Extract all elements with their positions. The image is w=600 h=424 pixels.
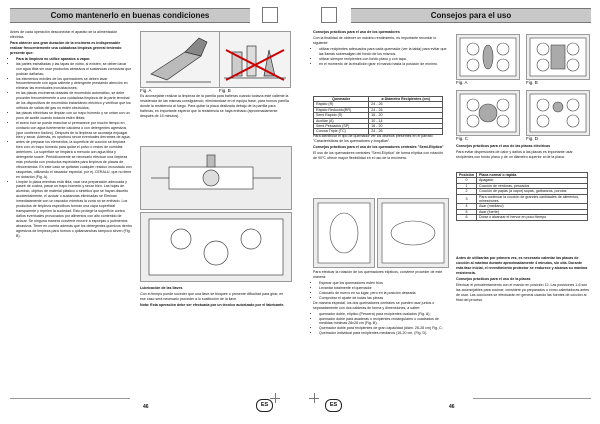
burner-diameter: 24 - 26	[369, 129, 443, 134]
position-number: 4	[457, 204, 477, 209]
care-item: • las partes esmaltadas y las tapas de vidrio, si existen, se deben lavar con agua tibia sin usar productos abrasivos ni sustancias corrosivas que podrían dañarlas;	[16, 62, 132, 77]
semi-section	[313, 134, 447, 162]
table-row	[457, 194, 588, 204]
hob-top-figure	[140, 212, 292, 282]
care-item: • el acero inox se puede manchar si permanece por mucho tiempo en contacto con agua fuertemente calcárea o con detergentes agresivos (que contienen fósforo). Después de la limpieza se aconseja enjuagar bien y secar. Además, es oportuno secar eventuales derrames de agua.	[16, 121, 132, 141]
fig-a-label: Fig. A	[456, 80, 468, 85]
burner-name: Semi Rápido (S)	[314, 113, 369, 118]
grill-note	[140, 94, 290, 120]
care-list	[10, 57, 132, 239]
burner-diagram-2	[377, 198, 449, 268]
position-number: 0	[457, 178, 477, 183]
gas-tip: • utilizar siempre recipientes con fondo plano y con tapa.	[319, 57, 447, 62]
registration-mark	[270, 393, 280, 403]
lubrication-note: Nota: Esta operación debe ser efectuada por un técnico autorizado por el fabricante.	[140, 303, 285, 308]
position-use: Asar (fuerte)	[476, 209, 587, 214]
fig-a-caption: Fig. A	[140, 88, 152, 93]
burner-name: Semi-Pescados (SP)	[314, 124, 369, 129]
hob-figure-c	[456, 90, 520, 136]
burner-diameter: 10 - 14	[369, 118, 443, 123]
burner-diameter: 24 - 26	[369, 107, 443, 112]
position-number: 6	[457, 215, 477, 220]
care-item: • las placas eléctricas se limpian con un trapo húmedo y se untan con un poco de aceite cuando todavía estén tibias;	[16, 111, 132, 121]
right-page-title: Consejos para el uso	[351, 8, 591, 23]
elliptic-section	[313, 270, 447, 336]
right-page-number: 46	[449, 404, 455, 410]
elliptic-options	[313, 312, 447, 337]
hob-d-drawing	[527, 91, 589, 135]
header-position: Posición	[457, 173, 477, 178]
position-number: 5	[457, 209, 477, 214]
hob-b-drawing	[527, 35, 589, 79]
care-item: • en las placas encimeras dotadas de encendido automático, se debe proceder frecuentemente a una cuidadosa limpieza de la parte terminal de los dispositivos de encendido instantáneo eléctrico y verificar que los orificios de salida del gas no estén obstruidos;	[16, 91, 132, 111]
burner-name: Corona Triple (TC)	[314, 129, 369, 134]
electric-section	[456, 144, 590, 161]
elliptic-step: • Comprobar el ajuste de todas las piezas	[319, 296, 447, 301]
plate2-text: Efectuar el precalentamiento con el mando en posición 12. Las posiciones 1-6 son las aconsejables para cocinar; considere ya preparados o como calentadoras antes de usar. Las cocciones se efectuarán en general usando las fuentes de cocción al final del proceso.	[456, 282, 590, 302]
fig-b-caption: Fig. B	[219, 88, 231, 93]
elliptic-option: • quemador doble para asaderas o recipientes rectangulares o cuadrados de medidas mínimas 28x28 cm (Fig. B);	[319, 317, 447, 327]
elliptic-steps	[313, 281, 447, 301]
burner-2-drawing	[378, 199, 448, 267]
identify-text: Para identificar el tipo de quemador ver los diseños presentes en el párrafo "Características de los quemadores y boquillas".	[313, 134, 433, 143]
electric-text: Para evitar dispersiones de calor y daños a las placas es importante usar recipientes con fondo plano y de un diámetro superior al de la placa.	[456, 150, 573, 159]
intro-para: Antes de cada operación desconectar el aparato de la alimentación eléctrica.	[10, 30, 118, 39]
gas-tip: • utilizar recipientes adecuados para cada quemador (ver la tabla) para evitar que las llamas sobresalgan del fondo de los mismos.	[319, 47, 447, 57]
care-item: • Para la limpieza no utilice aparatos a vapor.	[16, 57, 132, 62]
gas-tip: • en el momento de la ebullición girar el mando hasta la posición de mínimo.	[319, 62, 447, 67]
position-number: 2	[457, 189, 477, 194]
gas-section	[313, 30, 447, 67]
tap-drawing	[141, 147, 291, 209]
position-use: Apagado	[476, 178, 587, 183]
position-use: Cocción de papas (a vapor) sopas, garbanzos, porotos	[476, 189, 587, 194]
right-language-badge: ES	[325, 399, 342, 412]
hob-drawing	[141, 213, 291, 281]
plate-first-use-note: Antes de utilizarlas por primera vez, es necesario calentar las placas de cocción al máximo durante aproximadamente 4 minutos, sin olla. Durante esta fase inicial, el revestimiento protector se endurece y alcanza su máxima resistencia.	[456, 256, 588, 275]
position-use: Dorar o alcanzar el hervor en poco tiempo	[476, 215, 587, 220]
burner-diameter: 16 - 20	[369, 124, 443, 129]
right-footer-rule	[473, 398, 591, 399]
left-page-number: 46	[143, 404, 149, 410]
gas-intro: Con la finalidad de obtener un máximo rendimiento, es importante recordar lo siguiente:	[313, 36, 437, 45]
care-item: • los elementos móviles de los quemadores se deben lavar frecuentemente con agua caliente y detergente prestando atención en eliminar las eventuales incrustaciones;	[16, 77, 132, 92]
cleaners-illustration	[220, 32, 290, 87]
burner-diameter: 24 - 26	[369, 102, 443, 107]
intro-bold-para: Para obtener una gran duración de la encimera es indispensable realizar frecuentemente una cuidadosa limpieza general teniendo presente que:	[10, 41, 122, 55]
right-page	[303, 0, 600, 424]
elliptic-step: • Esperar que los quemadores estén fríos	[319, 281, 447, 286]
lubrication-text: Con el tiempo puede suceder que una llave se bloquee o presente dificultad para girar, en ese caso será necesario proceder a lo sustitución de la llave.	[140, 292, 284, 301]
burner-name: Auxiliar (A)	[314, 118, 369, 123]
header-plate: Placa normal o rápida	[476, 173, 587, 178]
care-item: • antes de preparar los elementos, la superficie de cocción se limpiará bien con un trapo húmedo para quitar el polvo o restos de comidas anteriores. La superficie se limpiará a menudo con agua tibia y detergente suave. Periódicamente se necesario efectuar una limpieza más profunda con productos especiales para limpieza de placas de vitrocerámica. En este caso se quitarán cualquier residuo incrustado con rasquetas, utilizando el rascador especial, por ej. CERALU, que no tiene en dotación (Fig. A).	[16, 140, 132, 179]
elliptic-step: • Colocarlo de nuevo en su lugar, pero en la posición deseada	[319, 291, 447, 296]
burner-name: Rápido Reducido(RR)	[314, 107, 369, 112]
plate-position-table	[456, 172, 588, 221]
gas-title: Consejos prácticos para el uso de los quemadores	[313, 30, 400, 34]
hob-a-drawing	[457, 35, 519, 79]
grill-note-text: Es aconsejable realizar la limpieza de la parrilla para bañeras cuando todavía esté caliente la resistencia de las mismas consiguiendo, eliminándose en el equipo base, para hornos parrilla donde la resistencia al fuego. Para quitar la placa deslizada debajo de la parrilla para bañeras, es importante esperar que la resistencia se haya enfriado (aproximadamente después de 15 minutos).	[140, 94, 289, 118]
hob-figure-d	[526, 90, 590, 136]
burner-diagram-1	[313, 198, 375, 268]
plate2-title: Consejos prácticos para el uso de la placas	[456, 276, 531, 281]
burner-1-drawing	[314, 199, 374, 267]
hob-figure-b	[526, 34, 590, 80]
left-header-box	[262, 7, 278, 23]
plate-notes	[456, 256, 590, 304]
elliptic-intro: Para efectuar la rotación de los quemadores elípticos, conviene proceder de este manera:	[313, 270, 443, 279]
elliptic-option: • Quemador individual para recipientes medianos (16-20 cm, (Fig. D).	[319, 331, 447, 336]
burner-diameter: 16 - 20	[369, 113, 443, 118]
lubrication-section	[140, 286, 290, 309]
position-use: Para continuar la cocción de grandes cantidades de alimentos, minestrones	[476, 194, 587, 204]
right-header-box	[321, 7, 337, 23]
position-use: Asar (mediano)	[476, 204, 587, 209]
elliptic-option: • quemador doble, elíptico (Pescera) para recipientes ovalados (Fig. A);	[319, 312, 447, 317]
fig-d-label: Fig. D	[526, 136, 539, 141]
registration-mark	[309, 393, 319, 403]
tap-lubrication-figure	[140, 146, 292, 210]
lubrication-title: Lubricación de las llaves	[140, 286, 183, 290]
semi-text: El uso de los quemadores centrales "Semi-Elíptica" de forma elíptica con rotación de 90°C ofrece mayor flexibilidad en el uso de la encimera.	[313, 151, 443, 160]
elliptic-step: • Levantar totalmente el quemador	[319, 286, 447, 291]
header-burner: Quemador	[314, 97, 369, 102]
table-row	[457, 215, 588, 220]
hob-figure-a	[456, 34, 520, 80]
position-number: 1	[457, 183, 477, 188]
hob-c-drawing	[457, 91, 519, 135]
elliptic-option: • Quemador doble para recipientes de gran capacidad (diám. 26-28 cm) Fig. C;	[319, 326, 447, 331]
cleaners-figure-b	[219, 31, 291, 88]
semi-title: Consejos prácticos para el uso de los quemadores centrales "Semi-Elíptica"	[313, 145, 444, 149]
left-footer-rule	[10, 398, 130, 399]
burner-name: Rápido (R)	[314, 102, 369, 107]
left-language-badge: ES	[256, 399, 273, 412]
elliptic-more: De manera especial, los dos quemadores centrales se pueden usar juntos o separadamente con dos calderas de forma y dimensiones, a saber:	[313, 300, 435, 310]
left-page	[0, 0, 297, 424]
scraper-figure-a	[140, 31, 220, 88]
position-use: Cocción de verduras, pescados	[476, 183, 587, 188]
left-page-title: Como mantenerlo en buenas condiciones	[10, 8, 250, 23]
header-diameter: ø Diámetro Recipientes (cm)	[369, 97, 443, 102]
fig-c-label: Fig. C	[456, 136, 469, 141]
position-number: 3	[457, 194, 477, 204]
burner-size-table	[313, 96, 443, 135]
gas-tips-list	[313, 47, 447, 67]
fig-b-label: Fig. B	[526, 80, 538, 85]
care-item: • Limpiar lo placa mientras está tibia, usar una preparación adecuada y paseé de cocina, pasar un trapo húmedo y secar bien. Las hojas de aluminio, objetos de material plástico o sintético que se hayan disuelto accidentalmente, el azúcar o sustancias elimínadas se Elminan inmediatamente con un rascador mientras la zona no se enfriado. Los productos de limpieza específicos forman una capa superficial transparente y repelen la suciedad. Esto protege la superficie contra daños eventuales provocados por alimentos con alto contenido de azúcar. Se ninguna manera conviene recurrir a esponjas o pulimentos abrasivos. Tener en cuenta además que los detergentes químicos dentro agresivos de limpieza para hornos o quitamanchas tampoco sirven (Fig. B).	[16, 180, 132, 239]
left-column-text	[10, 30, 132, 238]
scraper-illustration	[141, 32, 219, 87]
electric-title: Consejos prácticos para el uso de las placas eléctricas	[456, 144, 551, 148]
